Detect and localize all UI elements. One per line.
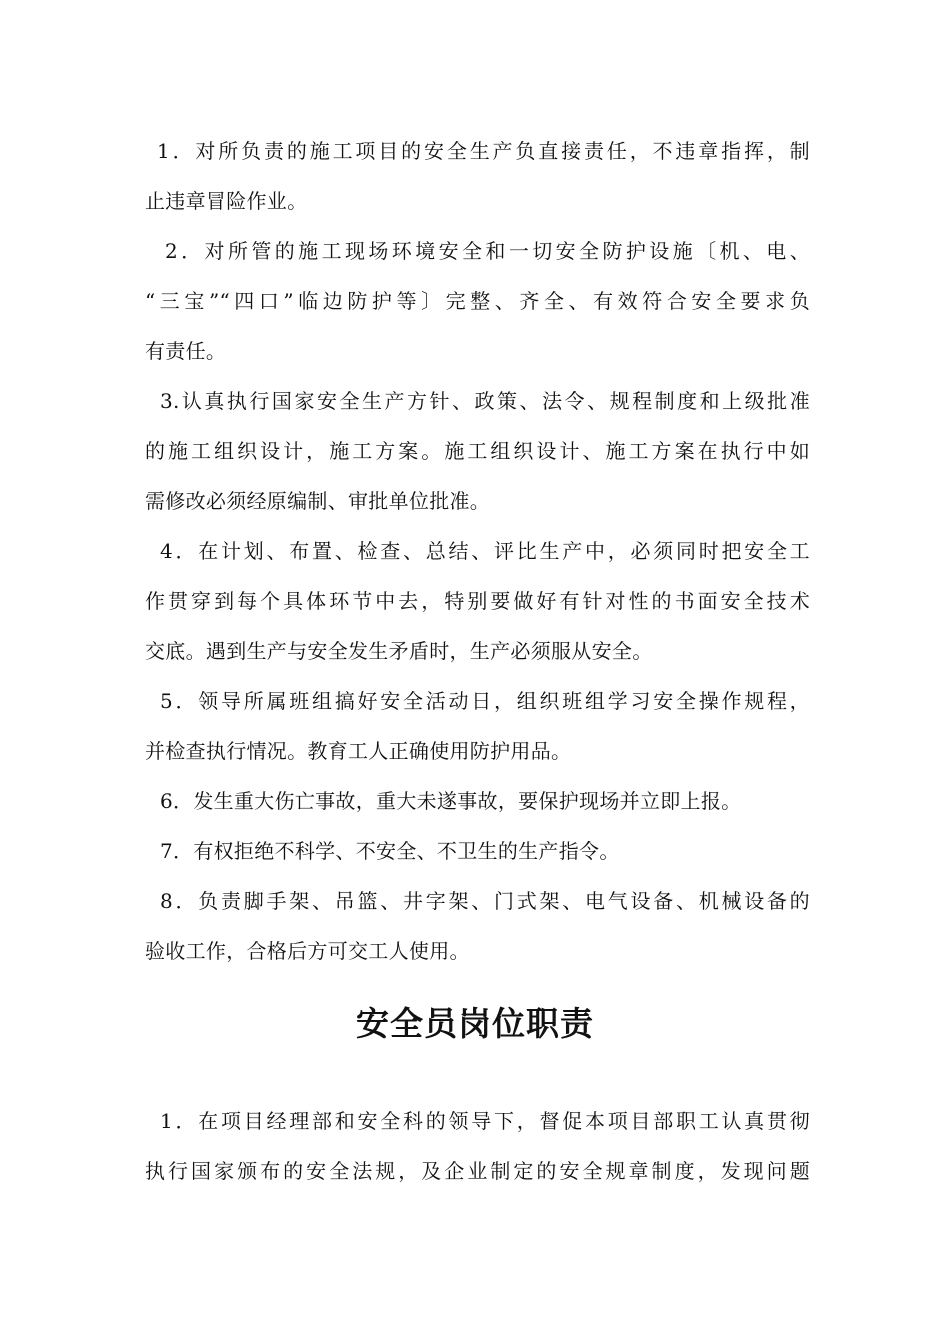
section-title: 安全员岗位职责 <box>356 1004 594 1043</box>
body-line: 7．有权拒绝不科学、不安全、不卫生的生产指令。 <box>160 839 620 863</box>
body-line: 需修改必须经原编制、审批单位批准。 <box>145 489 491 513</box>
body-line: 验收工作，合格后方可交工人使用。 <box>145 939 470 963</box>
body-line: 8．负责脚手架、吊篮、井字架、门式架、电气设备、机械设备的 <box>160 889 810 913</box>
body-line: “三宝”“四口”临边防护等〕完整、齐全、有效符合安全要求负 <box>145 289 810 313</box>
body-line: 止违章冒险作业。 <box>145 189 308 213</box>
body-line: 的施工组织设计，施工方案。施工组织设计、施工方案在执行中如 <box>145 439 810 463</box>
body-line: 有责任。 <box>145 339 227 363</box>
body-line: 交底。遇到生产与安全发生矛盾时，生产必须服从安全。 <box>145 639 653 663</box>
body-line: 作贯穿到每个具体环节中去，特别要做好有针对性的书面安全技术 <box>145 589 810 613</box>
body-line: 4．在计划、布置、检查、总结、评比生产中，必须同时把安全工 <box>160 539 810 563</box>
body-line: 2．对所管的施工现场环境安全和一切安全防护设施〔机、电、 <box>165 239 810 263</box>
body-line: 6．发生重大伤亡事故，重大未遂事故，要保护现场并立即上报。 <box>160 789 742 813</box>
body-line: 1．对所负责的施工项目的安全生产负直接责任，不违章指挥，制 <box>157 139 810 163</box>
section-line: 1．在项目经理部和安全科的领导下，督促本项目部职工认真贯彻 <box>160 1109 810 1133</box>
section-line: 执行国家颁布的安全法规，及企业制定的安全规章制度，发现问题 <box>145 1159 810 1183</box>
body-line: 并检查执行情况。教育工人正确使用防护用品。 <box>145 739 572 763</box>
body-line: 5．领导所属班组搞好安全活动日，组织班组学习安全操作规程， <box>160 689 810 713</box>
body-line: 3.认真执行国家安全生产方针、政策、法令、规程制度和上级批准 <box>160 389 810 413</box>
